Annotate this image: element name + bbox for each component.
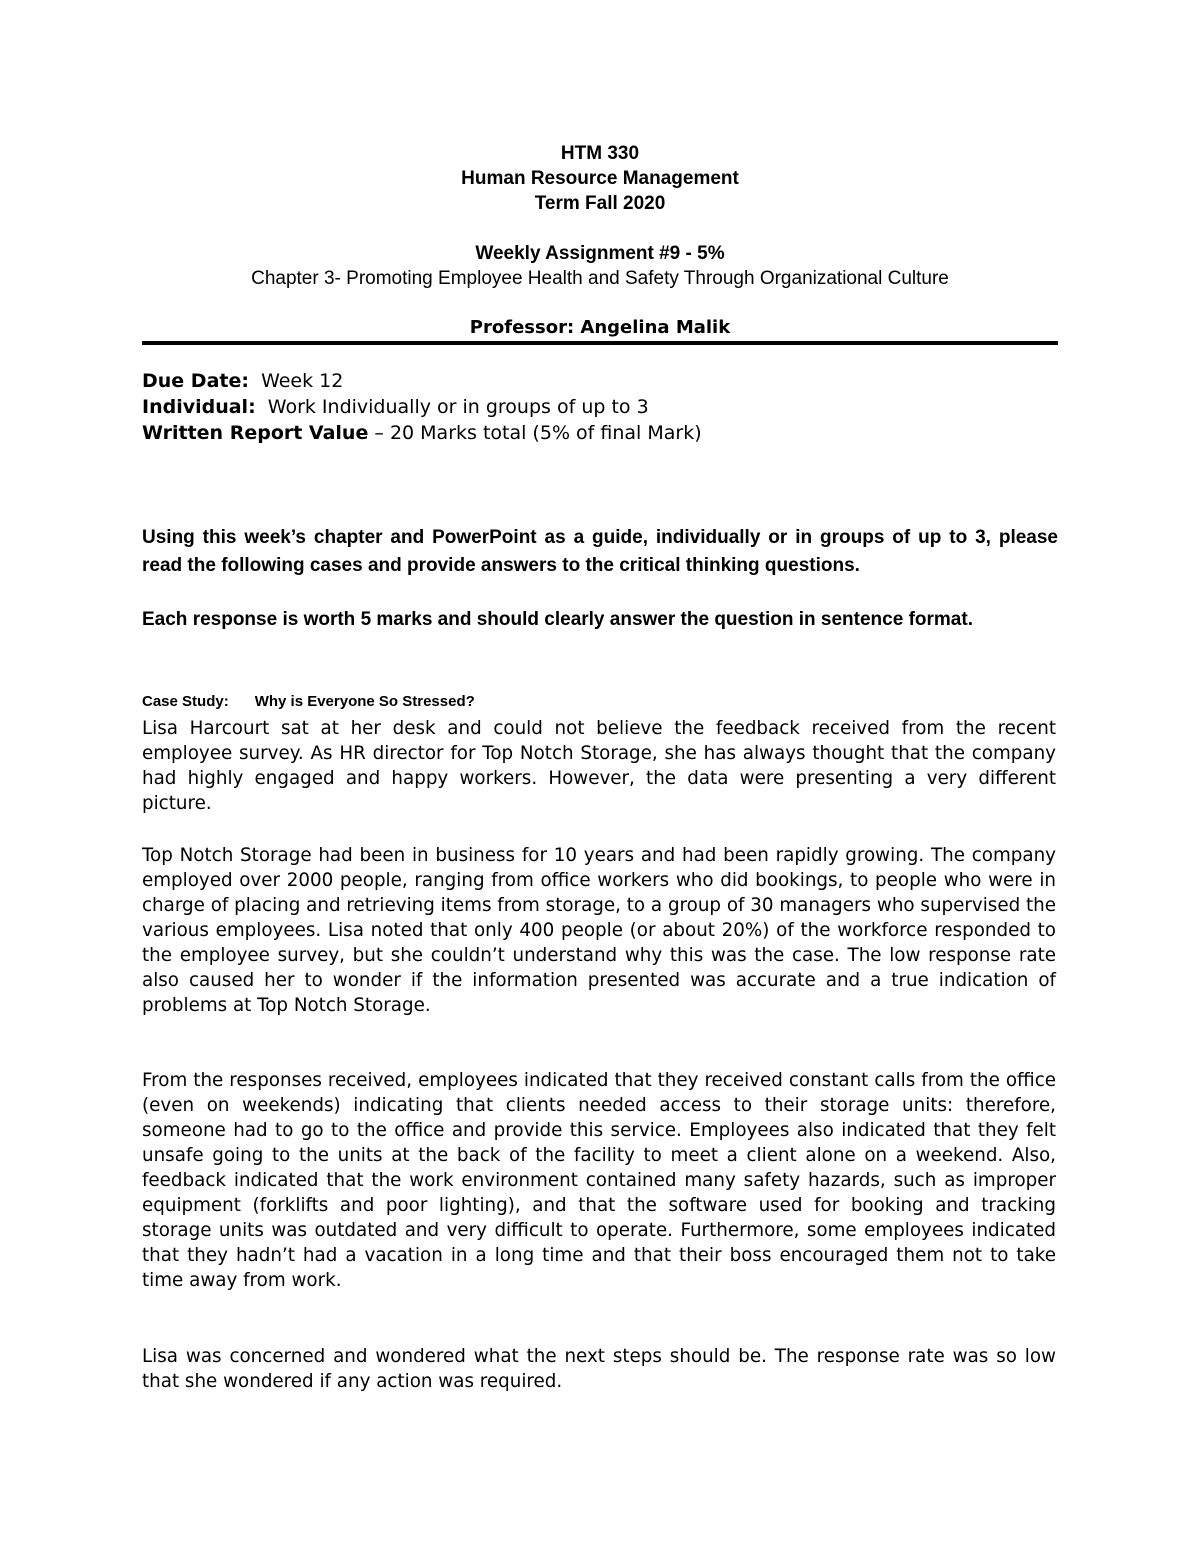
professor-line	[0, 317, 1200, 338]
individual-value: Work Individually or in groups of up to 3	[267, 396, 649, 418]
chapter-title: Chapter 3- Promoting Employee Health and Safety Through Organizational Culture	[251, 268, 949, 289]
instructions-paragraph: Using this week’s chapter and PowerPoint as a guide, individually or in groups of up to 3, please read the following cases and provide answers to the critical thinking questions.	[142, 527, 1058, 576]
report-value-text: – 20 Marks total (5% of final Mark)	[374, 422, 702, 444]
professor-label: Professor:	[469, 317, 575, 338]
header-divider	[142, 341, 1058, 345]
case-study-label: Case Study:	[142, 693, 229, 710]
due-date-label: Due Date:	[142, 370, 249, 392]
report-value-label: Written Report Value	[142, 422, 369, 444]
report-value-line	[142, 422, 702, 444]
term: Term Fall 2020	[534, 193, 666, 214]
case-paragraph-4: Lisa was concerned and wondered what the next steps should be. The response rate was so low that she wondered if any action was required.	[142, 1346, 1056, 1392]
case-paragraph-1: Lisa Harcourt sat at her desk and could not believe the feedback received from the recent employee survey. As HR director for Top Notch Storage, she has always thought that the company had highly engaged and happy workers. However, the data were presenting a very different picture.	[142, 718, 1056, 814]
course-code: HTM 330	[560, 143, 640, 164]
case-study-heading	[142, 693, 475, 710]
individual-line	[142, 396, 649, 418]
assignment-title: Weekly Assignment #9 - 5%	[475, 243, 725, 264]
course-name: Human Resource Management	[461, 168, 739, 189]
case-paragraph-2: Top Notch Storage had been in business for 10 years and had been rapidly growing. The company employed over 2000 people, ranging from office workers who did bookings, to people who were in charge of placing and retrieving items from storage, to a group of 30 managers who supervised the various employees. Lisa noted that only 400 people (or about 20%) of the workforce responded to the employee survey, but she couldn’t understand why this was the case. The low response rate also caused her to wonder if the information presented was accurate and a true indication of problems at Top Notch Storage.	[142, 845, 1056, 1016]
professor-name: Angelina Malik	[580, 317, 731, 338]
due-date-line	[142, 370, 343, 392]
case-study-title: Why is Everyone So Stressed?	[254, 693, 475, 710]
due-date-value: Week 12	[261, 370, 344, 392]
marking-note: Each response is worth 5 marks and should clearly answer the question in sentence format.	[142, 609, 973, 630]
case-paragraph-3: From the responses received, employees indicated that they received constant calls from the office (even on weekends) indicating that clients needed access to their storage units: therefore, someone had to go to the office and provide this service. Employees also indicated that they felt unsafe going to the units at the back of the facility to meet a client alone on a weekend. Also, feedback indicated that the work environment contained many safety hazards, such as improper equipment (forklifts and poor lighting), and that the software used for booking and tracking storage units was outdated and very difficult to operate. Furthermore, some employees indicated that they hadn’t had a vacation in a long time and that their boss encouraged them not to take time away from work.	[142, 1070, 1056, 1291]
individual-label: Individual:	[142, 396, 256, 418]
